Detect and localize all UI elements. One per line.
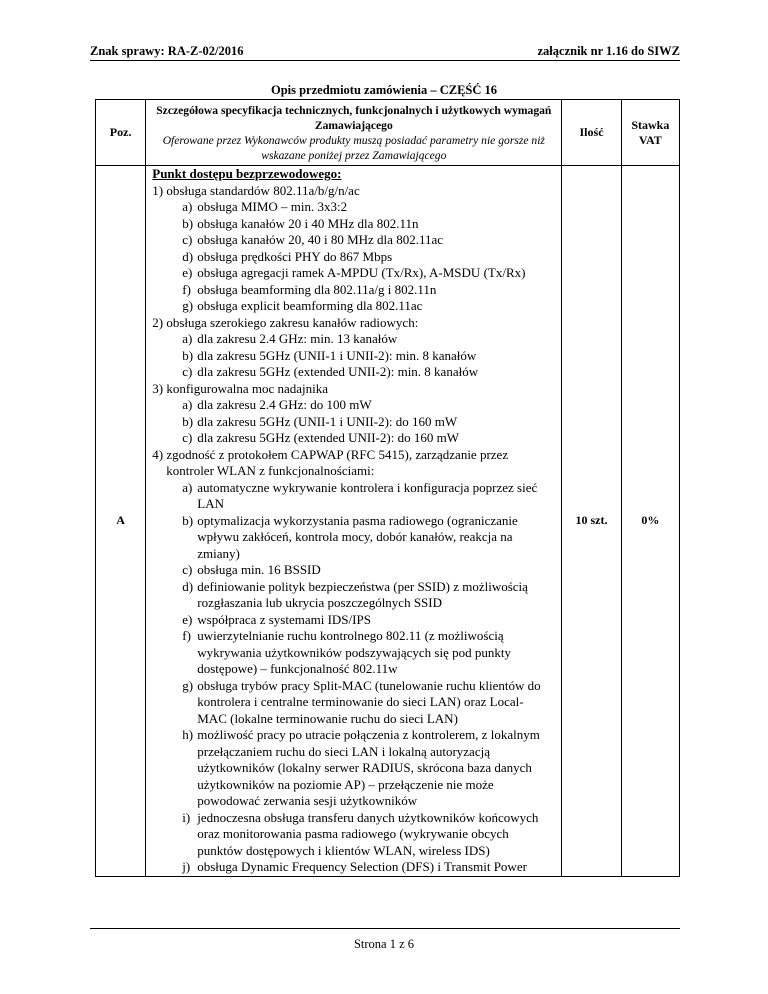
requirement-text: obsługa prędkości PHY do 867 Mbps	[197, 248, 393, 264]
requirement-line	[146, 628, 561, 645]
requirement-line	[146, 744, 561, 761]
requirement-line	[146, 826, 561, 843]
requirement-label: a)	[182, 479, 193, 495]
header-quantity: Ilość	[562, 100, 621, 166]
requirement-text: wpływu zakłóceń, kontrola mocy, dobór kanałów, reakcja na	[197, 529, 513, 544]
requirement-text: użytkowników (lokalny serwer RADIUS, skrócona baza danych	[197, 760, 532, 775]
specification-table	[95, 99, 680, 877]
requirement-text: definiowanie polityk bezpieczeństwa (per SSID) z możliwością	[197, 578, 528, 594]
requirement-line	[146, 529, 561, 546]
row-description	[146, 166, 562, 877]
requirement-line	[146, 760, 561, 777]
requirement-text: dla zakresu 5GHz (UNII-1 i UNII-2): min. 8 kanałów	[197, 347, 477, 363]
requirement-label: a)	[182, 199, 193, 214]
requirement-label: b)	[182, 215, 194, 231]
table-header-row	[96, 100, 680, 166]
requirement-text: punktów dostępowych i klientów WLAN, wireless IDS)	[197, 842, 490, 858]
requirement-line	[146, 397, 561, 414]
requirement-line	[146, 364, 561, 381]
requirement-label: f)	[182, 628, 191, 643]
requirement-text: obsługa kanałów 20 i 40 MHz dla 802.11n	[197, 215, 419, 231]
requirement-text: jednoczesna obsługa transferu danych użytkowników końcowych	[197, 809, 539, 825]
attachment-label: załącznik nr 1.16 do SIWZ	[537, 44, 680, 58]
requirement-label: c)	[182, 364, 193, 379]
requirement-line	[146, 645, 561, 662]
requirement-text: zmiany)	[197, 545, 240, 561]
requirement-line	[146, 513, 561, 530]
requirement-line	[146, 265, 561, 282]
header-description-note: Oferowane przez Wykonawców produkty muszą posiadać parametry nie gorsze niż wskazane poniżej przez Zamawiającego	[162, 133, 545, 162]
document-title: Opis przedmiotu zamówienia – CZĘŚĆ 16	[270, 83, 498, 97]
requirement-line	[146, 612, 561, 629]
requirement-label: c)	[182, 562, 193, 577]
requirement-line	[146, 348, 561, 365]
requirement-text: dla zakresu 5GHz (extended UNII-2): do 160 mW	[197, 430, 459, 445]
requirement-line	[146, 777, 561, 794]
requirement-line	[146, 859, 561, 876]
requirement-label: a)	[182, 331, 193, 346]
requirement-text: możliwość pracy po utracie połączenia z kontrolerem, z lokalnym	[197, 727, 540, 742]
requirement-line	[146, 249, 561, 266]
requirement-text: obsługa min. 16 BSSID	[197, 562, 321, 577]
requirement-label: d)	[182, 578, 194, 594]
requirement-text: optymalizacja wykorzystania pasma radiowego (ograniczanie	[197, 512, 518, 528]
requirement-line	[146, 463, 561, 480]
requirement-line	[146, 315, 561, 332]
requirement-text: automatyczne wykrywanie kontrolera i konfiguracja poprzez sieć	[197, 479, 538, 495]
requirement-text: oraz monitorowania pasma radiowego (wykrywanie obcych	[197, 826, 509, 841]
row-position: A	[96, 166, 146, 877]
requirement-text: MAC (lokalne terminowanie ruchu do sieci LAN)	[197, 710, 458, 726]
requirement-text: użytkowników na poziomie AP) – przełączenie nie może	[197, 776, 494, 792]
requirement-text: obsługa explicit beamforming dla 802.11ac	[197, 298, 423, 313]
requirement-label: i)	[182, 809, 191, 825]
requirement-line	[146, 810, 561, 827]
requirement-label: b)	[182, 413, 194, 429]
requirement-text: kontrolera i centralne terminowanie do sieci LAN) oraz Local-	[197, 694, 524, 709]
requirement-label: g)	[182, 677, 194, 693]
requirement-label: f)	[182, 281, 191, 297]
requirement-text: obsługa trybów pracy Split-MAC (tunelowanie ruchu klientów do	[197, 677, 541, 693]
requirement-text: LAN	[197, 496, 224, 511]
requirement-label: b)	[182, 347, 194, 363]
requirement-text: dla zakresu 2.4 GHz: min. 13 kanałów	[197, 331, 398, 346]
requirement-text: przełączaniem ruchu do sieci LAN i lokalną autoryzacją	[197, 743, 490, 759]
requirement-text: uwierzytelnianie ruchu kontrolnego 802.11 (z możliwością	[197, 628, 504, 643]
requirement-text: dla zakresu 5GHz (UNII-1 i UNII-2): do 160 mW	[197, 413, 458, 429]
footer-rule	[90, 928, 680, 929]
requirement-line	[146, 331, 561, 348]
requirement-text: wykrywania użytkowników podszywających się pod punkty	[197, 644, 511, 660]
requirement-label: a)	[182, 397, 193, 412]
requirement-line	[146, 480, 561, 497]
requirement-line	[146, 843, 561, 860]
requirement-line	[146, 711, 561, 728]
requirement-line	[146, 282, 561, 299]
header-poz: Poz.	[96, 100, 146, 166]
requirement-label: c)	[182, 232, 193, 247]
requirement-text: 4) zgodność z protokołem CAPWAP (RFC 5415), zarządzanie przez	[152, 446, 509, 462]
requirement-line	[146, 595, 561, 612]
row-vat: 0%	[621, 166, 679, 877]
requirement-label: c)	[182, 430, 193, 445]
requirement-label: e)	[182, 265, 193, 280]
requirement-text: 2) obsługa szerokiego zakresu kanałów radiowych:	[152, 314, 419, 330]
requirement-text: obsługa agregacji ramek A-MPDU (Tx/Rx), A-MSDU (Tx/Rx)	[197, 265, 526, 280]
requirement-text: obsługa kanałów 20, 40 i 80 MHz dla 802.11ac	[197, 232, 443, 247]
requirement-line	[146, 199, 561, 216]
requirement-line	[146, 216, 561, 233]
requirement-line	[146, 661, 561, 678]
requirement-text: współpraca z systemami IDS/IPS	[197, 611, 371, 627]
requirement-line	[146, 183, 561, 200]
requirement-line	[146, 496, 561, 513]
requirement-line	[146, 694, 561, 711]
requirement-line	[146, 579, 561, 596]
header-rule	[90, 60, 680, 61]
requirement-line	[146, 727, 561, 744]
requirement-text: dla zakresu 2.4 GHz: do 100 mW	[197, 397, 372, 412]
requirement-text: obsługa Dynamic Frequency Selection (DFS) i Transmit Power	[197, 859, 527, 874]
requirement-line	[146, 562, 561, 579]
requirement-label: g)	[182, 298, 194, 313]
requirement-label: e)	[182, 611, 193, 627]
requirement-text: dostępowe) – funkcjonalność 802.11w	[197, 661, 398, 676]
case-number: Znak sprawy: RA-Z-02/2016	[90, 44, 244, 58]
requirement-text: rozgłaszania lub ukrycia poszczególnych SSID	[197, 595, 443, 610]
requirement-line	[146, 381, 561, 398]
page-number: Strona 1 z 6	[353, 937, 415, 951]
requirement-text: obsługa MIMO – min. 3x3:2	[197, 199, 348, 214]
requirement-line	[146, 546, 561, 563]
requirement-text: powodować zerwania sesji użytkowników	[197, 793, 418, 808]
header-vat: Stawka VAT	[621, 100, 679, 166]
requirement-text: dla zakresu 5GHz (extended UNII-2): min. 8 kanałów	[197, 364, 479, 379]
requirement-line	[146, 232, 561, 249]
requirement-line	[146, 430, 561, 447]
requirement-line	[146, 793, 561, 810]
header-description-main: Szczegółowa specyfikacja technicznych, funkcjonalnych i użytkowych wymagań Zamawiającego	[156, 103, 552, 132]
requirement-line	[146, 414, 561, 431]
requirement-label: b)	[182, 512, 194, 528]
section-title: Punkt dostępu bezprzewodowego:	[152, 166, 342, 181]
requirement-list	[146, 183, 561, 876]
requirement-line	[146, 678, 561, 695]
row-quantity: 10 szt.	[562, 166, 621, 877]
requirement-text: 3) konfigurowalna moc nadajnika	[152, 380, 329, 396]
header-description	[146, 100, 562, 166]
requirement-line	[146, 447, 561, 464]
requirement-text: 1) obsługa standardów 802.11a/b/g/n/ac	[152, 182, 360, 198]
requirement-line	[146, 298, 561, 315]
requirement-label: h)	[182, 727, 194, 742]
table-row	[96, 166, 680, 877]
requirement-text: obsługa beamforming dla 802.11a/g i 802.11n	[197, 281, 437, 297]
requirement-label: j)	[182, 859, 191, 874]
requirement-label: d)	[182, 248, 194, 264]
requirement-text: kontroler WLAN z funkcjonalnościami:	[166, 463, 375, 478]
